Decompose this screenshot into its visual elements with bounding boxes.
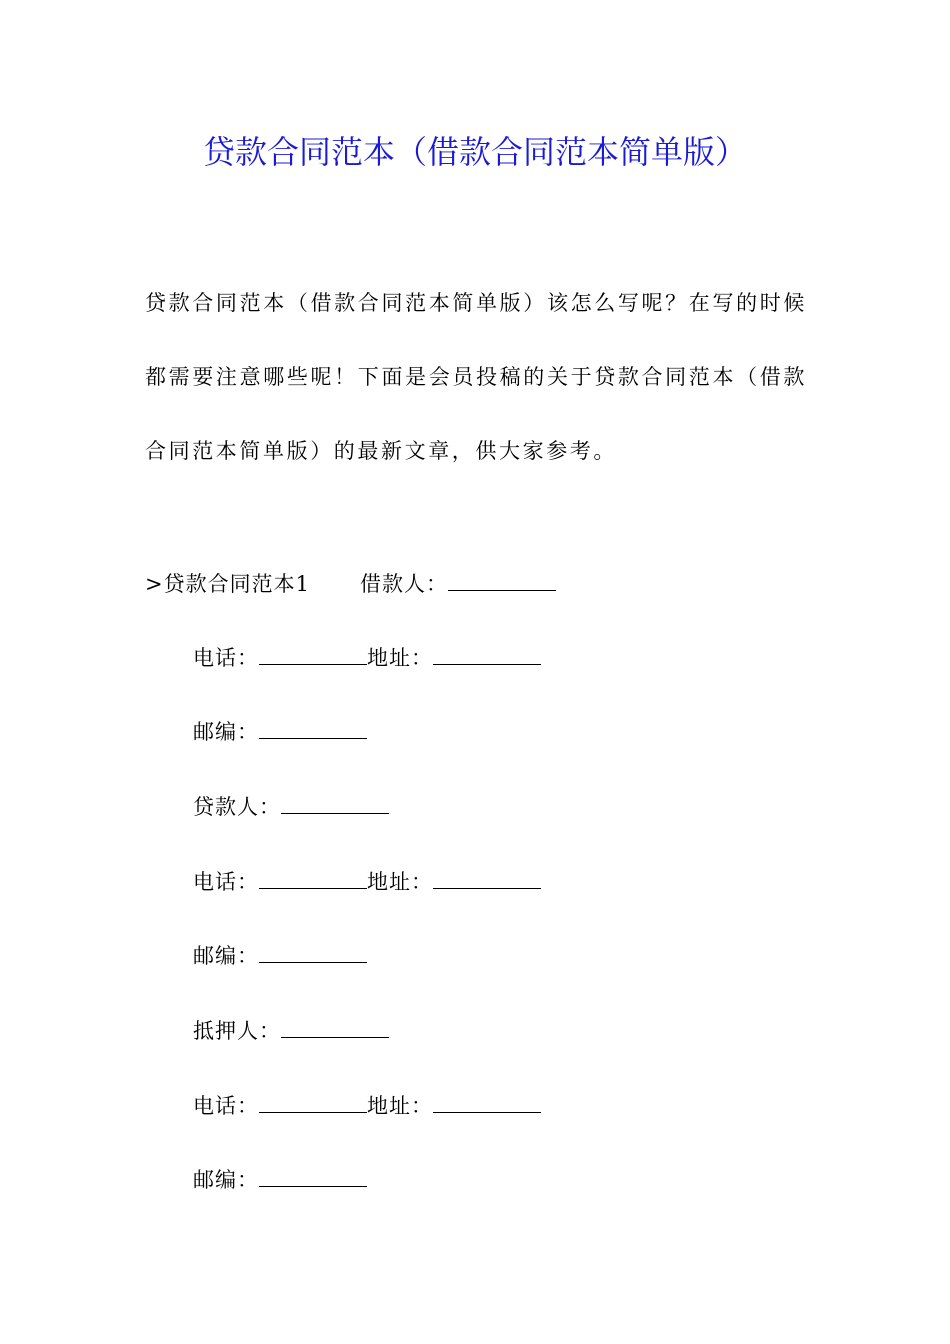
lender-row <box>193 789 389 825</box>
address-blank <box>433 868 541 889</box>
phone-blank <box>259 1092 367 1113</box>
address-label: 地址： <box>367 646 433 670</box>
intro-paragraph: 贷款合同范本（借款合同范本简单版）该怎么写呢？在写的时候都需要注意哪些呢！下面是会员投稿的关于贷款合同范本（借款合同范本简单版）的最新文章，供大家参考。 <box>145 291 807 463</box>
postcode-label: 邮编： <box>193 944 259 968</box>
address-label: 地址： <box>367 1094 433 1118</box>
phone-label: 电话： <box>193 1094 259 1118</box>
postcode-label: 邮编： <box>193 1168 259 1192</box>
postcode-blank <box>259 718 367 739</box>
lender-postcode-row <box>193 938 367 974</box>
phone-blank <box>259 868 367 889</box>
section-heading-row <box>145 566 556 602</box>
postcode-blank <box>259 942 367 963</box>
section-heading: >贷款合同范本1 <box>145 572 310 596</box>
postcode-label: 邮编： <box>193 720 259 744</box>
mortgagor-contact-row <box>193 1088 541 1124</box>
postcode-blank <box>259 1166 367 1187</box>
phone-label: 电话： <box>193 646 259 670</box>
mortgagor-blank <box>281 1017 389 1038</box>
address-label: 地址： <box>367 870 433 894</box>
document-title: 贷款合同范本（借款合同范本简单版） <box>202 133 747 171</box>
lender-label: 贷款人： <box>193 795 281 819</box>
phone-blank <box>259 644 367 665</box>
lender-blank <box>281 793 389 814</box>
borrower-contact-row <box>193 640 541 676</box>
borrower-label: 借款人： <box>359 572 448 596</box>
lender-contact-row <box>193 864 541 900</box>
address-blank <box>433 1092 541 1113</box>
mortgagor-row <box>193 1013 389 1049</box>
borrower-blank <box>448 570 556 591</box>
mortgagor-label: 抵押人： <box>193 1019 281 1043</box>
borrower-postcode-row <box>193 714 367 750</box>
mortgagor-postcode-row <box>193 1162 367 1198</box>
phone-label: 电话： <box>193 870 259 894</box>
address-blank <box>433 644 541 665</box>
